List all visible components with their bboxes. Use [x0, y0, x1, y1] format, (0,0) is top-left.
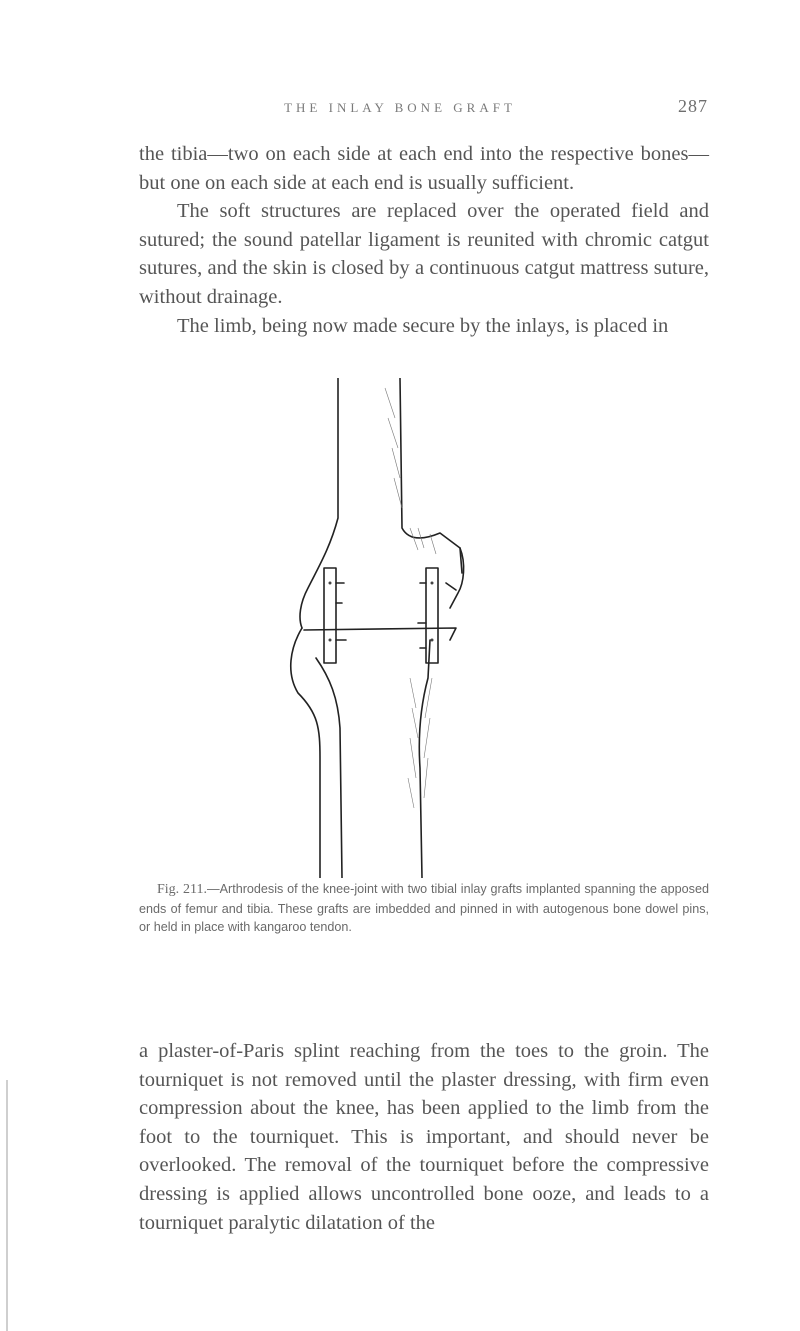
paragraph: The soft structures are replaced over the operated field and sutured; the sound patellar ligament is reunited with chromic catgut sutures, and the skin is closed by a continuous catgut mattress suture, without drainage.: [139, 200, 709, 308]
body-text-bottom: [139, 1037, 709, 1237]
paragraph: The limb, being now made secure by the inlays, is placed in: [177, 314, 669, 337]
paragraph-continued: the tibia—two on each side at each end into the respective bones—but one on each side at each end is usually sufficient.: [139, 143, 709, 194]
page-number: 287: [678, 96, 708, 116]
running-title: THE INLAY BONE GRAFT: [284, 100, 516, 115]
figure-caption: [139, 880, 709, 937]
body-text-top: [139, 140, 709, 340]
page-edge-shadow: [6, 1080, 8, 1331]
knee-arthrodesis-illustration: [260, 378, 480, 878]
figure-label: Fig. 211.: [157, 882, 208, 897]
figure-caption-text: —Arthrodesis of the knee-joint with two tibial inlay grafts implanted spanning the apposed ends of femur and tibia. These grafts are imbedded and pinned in with autogenous bone dowel pins, or held in place with kangaroo tendon.: [139, 882, 709, 934]
knee-joint-drawing: [260, 378, 480, 878]
paragraph: a plaster-of-Paris splint reaching from the toes to the groin. The tourniquet is not removed until the plaster dressing, with firm even compression about the knee, has been applied to the limb from the foot to the tourniquet. This is important, and should never be overlooked. The removal of the tourniquet before the compressive dressing is applied allows uncontrolled bone ooze, and leads to a tourniquet paralytic dilatation of the: [139, 1040, 709, 1234]
running-head: [0, 96, 800, 120]
